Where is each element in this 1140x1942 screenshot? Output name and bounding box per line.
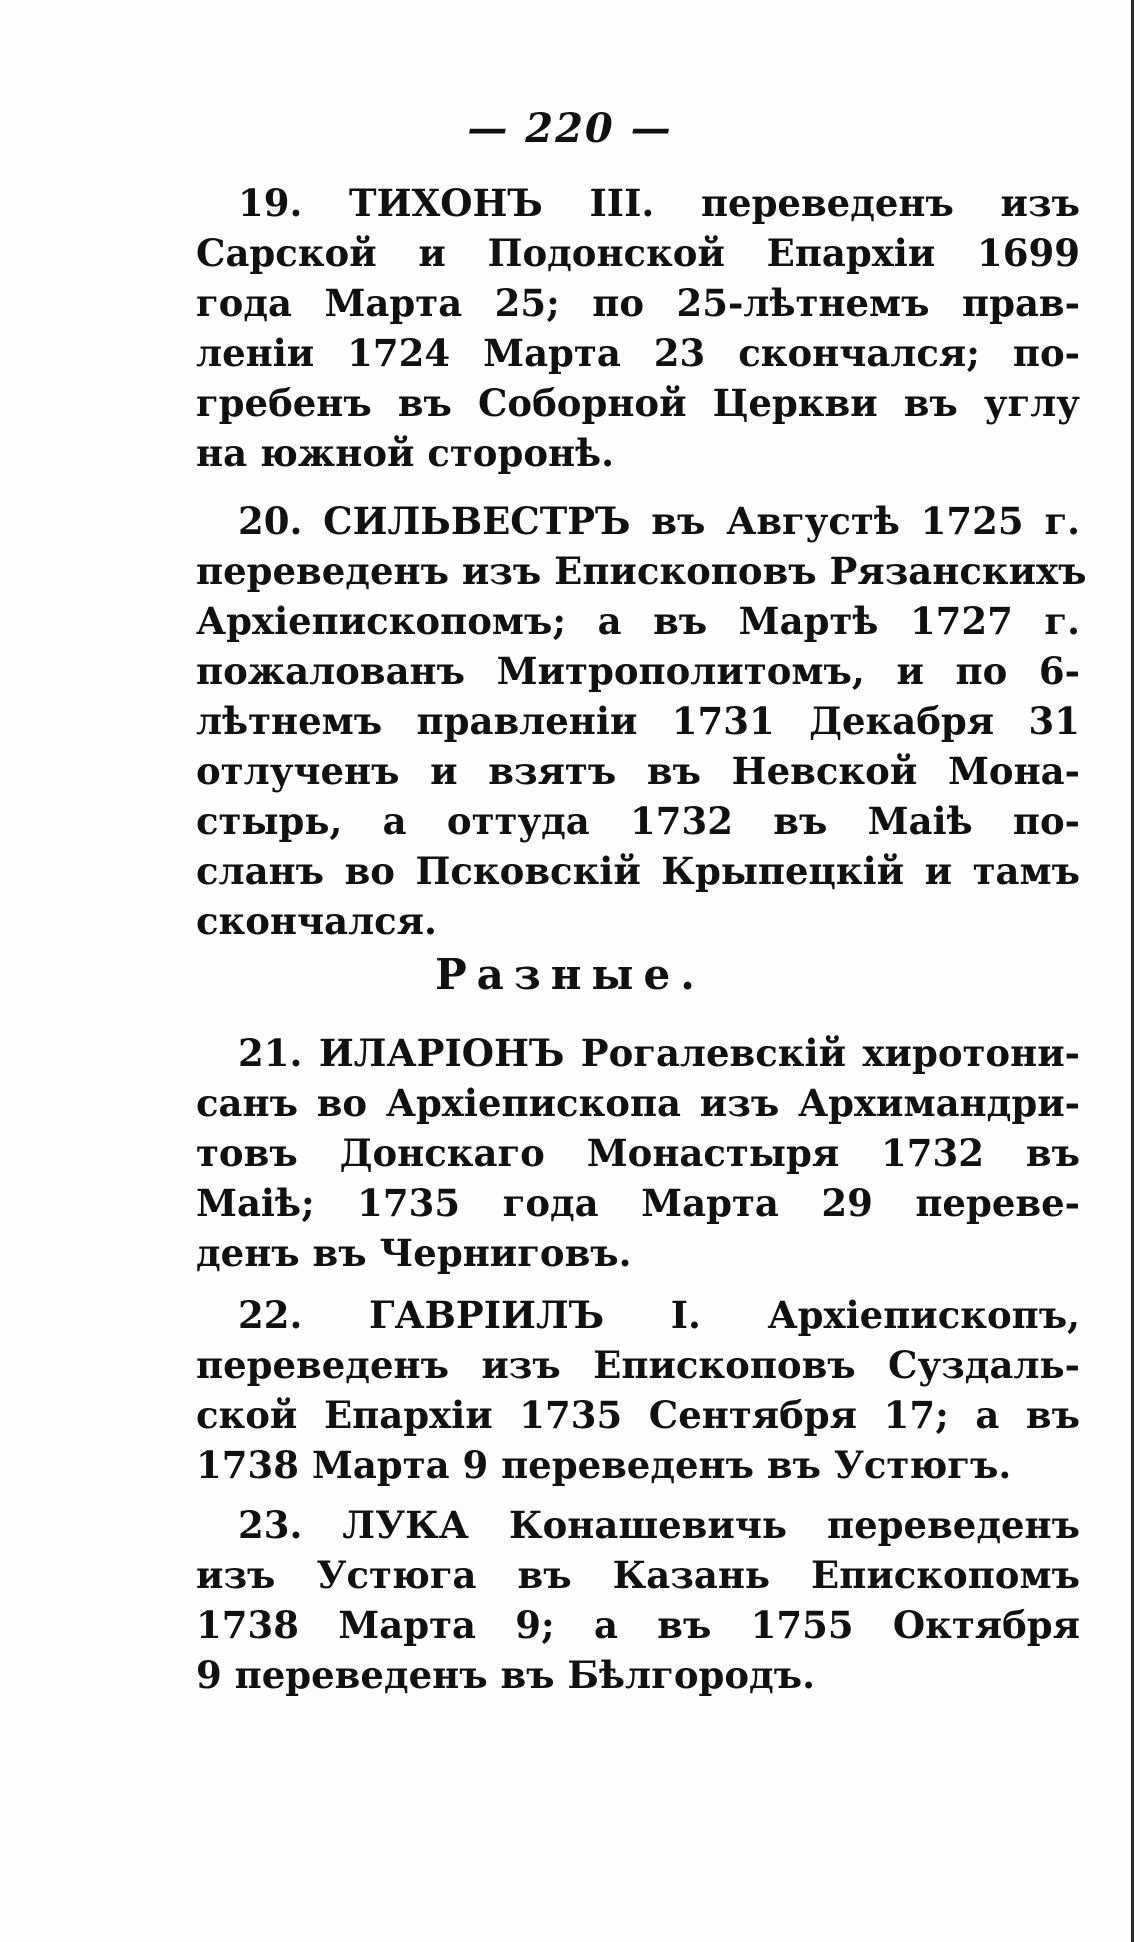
entry-line: лѣтнемъ правленіи 1731 Декабря 31	[196, 699, 1080, 743]
entry-line: 20. СИЛЬВЕСТРЪ въ Августѣ 1725 г.	[238, 499, 1080, 543]
page-number: — 220 —	[467, 105, 673, 152]
entry-line: 22. ГАВРІИЛЪ I. Архіепископъ,	[238, 1293, 1080, 1337]
entry-line: стырь, а оттуда 1732 въ Маіѣ по-	[196, 799, 1080, 843]
entry-line: скончался.	[196, 899, 437, 943]
entry-line: санъ во Архіепископа изъ Архимандри-	[196, 1081, 1080, 1125]
entry-line: 1738 Марта 9 переведенъ въ Устюгъ.	[196, 1443, 1012, 1487]
entry-line: сланъ во Псковскій Крыпецкій и тамъ	[196, 849, 1080, 893]
entry-line: товъ Донскаго Монастыря 1732 въ	[196, 1131, 1080, 1175]
entry-line: пожалованъ Митрополитомъ, и по 6-	[196, 649, 1080, 693]
entry-line: 21. ИЛАРІОНЪ Рогалевскій хиротони-	[238, 1031, 1080, 1075]
entry-line: гребенъ въ Соборной Церкви въ углу	[196, 381, 1080, 425]
entry-line: денъ въ Черниговъ.	[196, 1231, 632, 1275]
entry-line: Маіѣ; 1735 года Марта 29 переве-	[196, 1181, 1080, 1225]
entry-line: отлученъ и взятъ въ Невской Мона-	[196, 749, 1080, 793]
entry-line: 19. ТИХОНЪ III. переведенъ изъ	[238, 181, 1080, 225]
entry-line: 1738 Марта 9; а въ 1755 Октября	[196, 1603, 1080, 1647]
entry-21	[196, 1028, 1080, 1278]
entry-line: ской Епархіи 1735 Сентября 17; а въ	[196, 1393, 1080, 1437]
entry-line: на южной сторонѣ.	[196, 431, 614, 475]
section-heading: Разные.	[435, 950, 705, 999]
entry-23	[196, 1500, 1080, 1700]
entry-20	[196, 496, 1087, 946]
entry-line: 23. ЛУКА Конашевичь переведенъ	[238, 1503, 1080, 1547]
entry-line: Архіепископомъ; а въ Мартѣ 1727 г.	[196, 599, 1080, 643]
entry-line: изъ Устюга въ Казань Епископомъ	[196, 1553, 1080, 1597]
entry-line: Сарской и Подонской Епархіи 1699	[196, 231, 1080, 275]
entry-19	[196, 178, 1080, 478]
entry-line: леніи 1724 Марта 23 скончался; по-	[196, 331, 1080, 375]
entry-line: года Марта 25; по 25-лѣтнемъ прав-	[196, 281, 1080, 325]
entry-line: переведенъ изъ Епископовъ Рязанскихъ	[196, 549, 1087, 593]
entry-22	[196, 1290, 1080, 1490]
entry-line: 9 переведенъ въ Бѣлгородъ.	[196, 1653, 815, 1697]
entry-line: переведенъ изъ Епископовъ Суздаль-	[196, 1343, 1080, 1387]
